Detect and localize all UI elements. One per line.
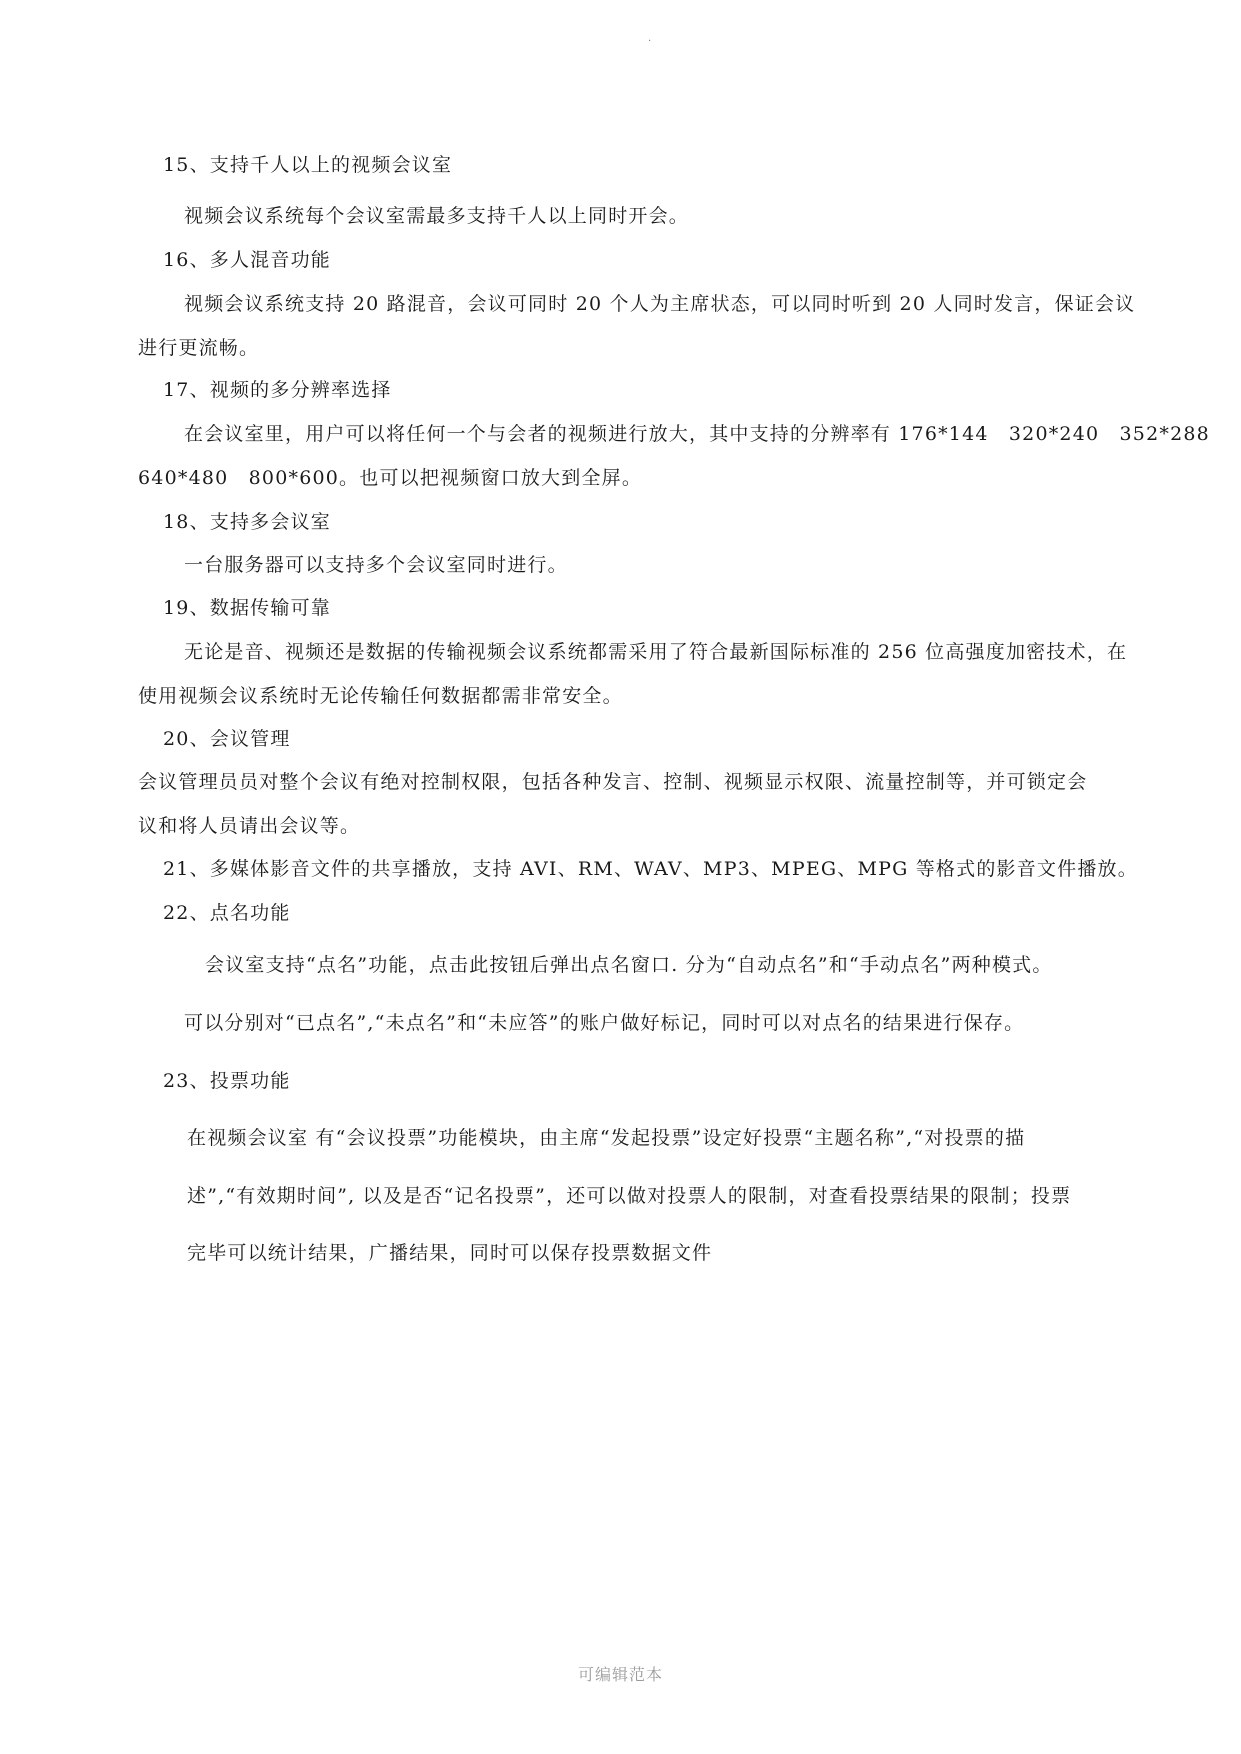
paragraph-line: 完毕可以统计结果，广播结果，同时可以保存投票数据文件 bbox=[187, 1242, 713, 1264]
paragraph-line: 进行更流畅。 bbox=[138, 337, 260, 359]
paragraph-line: 会议管理员员对整个会议有绝对控制权限，包括各种发言、控制、视频显示权限、流量控制等，并可锁定会 bbox=[138, 771, 1088, 793]
paragraph-line: 议和将人员请出会议等。 bbox=[138, 815, 361, 837]
paragraph-line: 视频会议系统支持 20 路混音，会议可同时 20 个人为主席状态，可以同时听到 20 人同时发言，保证会议 bbox=[184, 293, 1136, 315]
paragraph-line: 640*480 800*600。也可以把视频窗口放大到全屏。 bbox=[138, 467, 643, 489]
paragraph-line: 一台服务器可以支持多个会议室同时进行。 bbox=[184, 554, 568, 576]
paragraph-line: 使用视频会议系统时无论传输任何数据都需非常安全。 bbox=[138, 685, 623, 707]
section-heading-18: 18、支持多会议室 bbox=[163, 511, 331, 533]
section-heading-17: 17、视频的多分辨率选择 bbox=[163, 379, 392, 401]
paragraph-line: 在视频会议室 有“会议投票”功能模块，由主席“发起投票”设定好投票“主题名称”,“对投票的描 bbox=[187, 1127, 1026, 1149]
section-heading-22: 22、点名功能 bbox=[163, 902, 291, 924]
section-heading-19: 19、数据传输可靠 bbox=[163, 597, 331, 619]
paragraph-line: 可以分别对“已点名”,“未点名”和“未应答”的账户做好标记，同时可以对点名的结果进行保存。 bbox=[184, 1012, 1025, 1034]
section-heading-21: 21、多媒体影音文件的共享播放，支持 AVI、RM、WAV、MP3、MPEG、MPG 等格式的影音文件播放。 bbox=[163, 858, 1138, 880]
section-heading-15: 15、支持千人以上的视频会议室 bbox=[163, 154, 453, 176]
paragraph-line: 无论是音、视频还是数据的传输视频会议系统都需采用了符合最新国际标准的 256 位高强度加密技术，在 bbox=[184, 641, 1128, 663]
page-footer: 可编辑范本 bbox=[577, 1665, 663, 1684]
section-heading-23: 23、投票功能 bbox=[163, 1070, 291, 1092]
paragraph-line: 会议室支持“点名”功能，点击此按钮后弹出点名窗口. 分为“自动点名”和“手动点名”两种模式。 bbox=[205, 954, 1053, 976]
header-mark: . bbox=[648, 33, 652, 44]
paragraph-line: 述”,“有效期时间”, 以及是否“记名投票”，还可以做对投票人的限制，对查看投票结果的限制；投票 bbox=[187, 1185, 1072, 1207]
section-heading-20: 20、会议管理 bbox=[163, 728, 291, 750]
paragraph-line: 视频会议系统每个会议室需最多支持千人以上同时开会。 bbox=[184, 205, 690, 227]
section-heading-16: 16、多人混音功能 bbox=[163, 249, 331, 271]
paragraph-line: 在会议室里，用户可以将任何一个与会者的视频进行放大，其中支持的分辨率有 176*144 320*240 352*288 bbox=[184, 423, 1210, 445]
